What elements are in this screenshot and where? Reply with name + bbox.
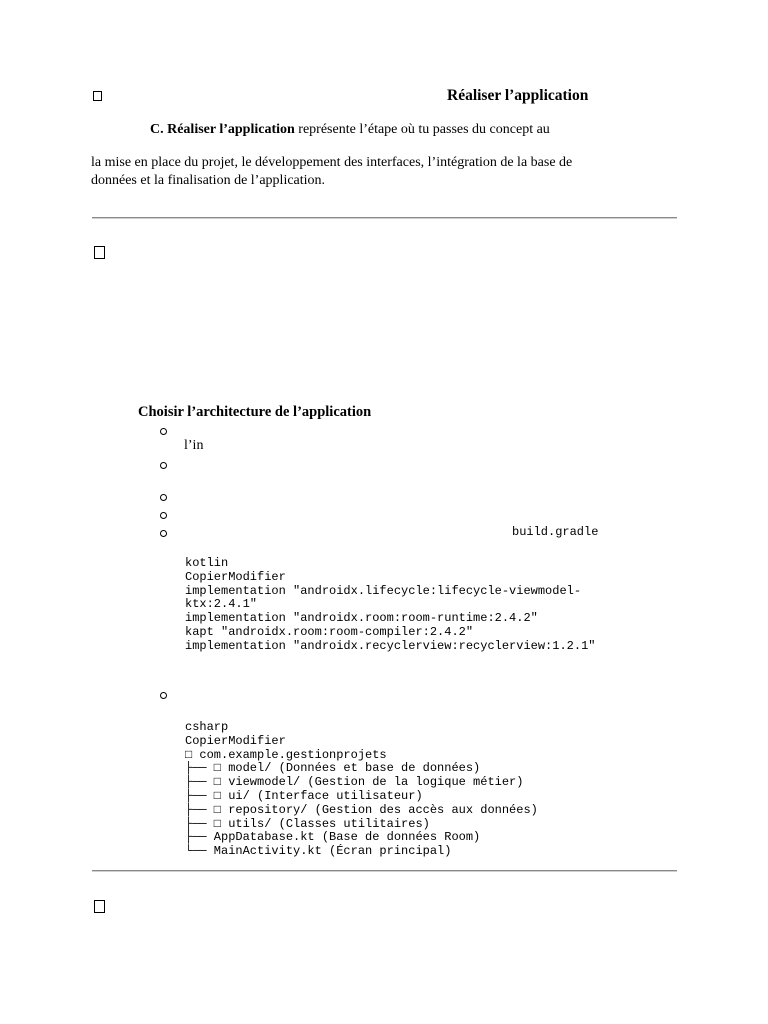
code-line: implementation "androidx.room:room-runtime:2.4.2"	[185, 611, 538, 626]
code-line: CopierModifier	[185, 569, 286, 584]
code-line: ├── □ utils/ (Classes utilitaires)	[185, 816, 430, 831]
intro-line-2: la mise en place du projet, le développement des interfaces, l’intégration de la base de	[91, 155, 573, 170]
empty-box-icon	[94, 900, 105, 913]
code-line: kapt "androidx.room:room-compiler:2.4.2"	[185, 624, 474, 639]
intro-line-3: données et la finalisation de l’application.	[91, 173, 326, 188]
circle-bullet-icon	[160, 494, 167, 501]
small-square-icon	[93, 91, 102, 101]
intro-line-1-rest: représente l’étape où tu passes du concept au	[294, 122, 550, 137]
code-line: CopierModifier	[185, 733, 286, 748]
page-title: Réaliser l’application	[447, 87, 589, 104]
code-line: ├── □ model/ (Données et base de données)	[185, 761, 481, 776]
code-line: ├── □ repository/ (Gestion des accès aux données)	[185, 802, 538, 817]
code-line: implementation "androidx.recyclerview:recyclerview:1.2.1"	[185, 638, 596, 653]
code-line: implementation "androidx.lifecycle:lifecycle-viewmodel-	[185, 583, 582, 598]
code-line: ├── □ ui/ (Interface utilisateur)	[185, 788, 423, 803]
code-block-dependencies	[185, 557, 595, 654]
code-line: ktx:2.4.1"	[185, 597, 258, 612]
circle-bullet-icon	[160, 428, 167, 435]
bullet-text-lin: l’in	[184, 438, 204, 453]
circle-bullet-icon	[160, 512, 167, 519]
code-line: kotlin	[185, 556, 229, 570]
circle-bullet-icon	[160, 530, 167, 537]
horizontal-divider-2	[92, 870, 677, 872]
code-line: ├── AppDatabase.kt (Base de données Room)	[185, 830, 481, 845]
code-line: □ com.example.gestionprojets	[185, 747, 387, 762]
build-gradle-label: build.gradle	[512, 525, 599, 539]
intro-bold-label: C. Réaliser l’application	[150, 122, 295, 137]
code-line: └── MainActivity.kt (Écran principal)	[185, 844, 452, 859]
architecture-heading: Choisir l’architecture de l’application	[138, 404, 372, 420]
horizontal-divider-1	[92, 217, 677, 219]
code-line: csharp	[185, 720, 229, 734]
empty-box-icon	[94, 246, 105, 259]
code-line: ├── □ viewmodel/ (Gestion de la logique métier)	[185, 775, 524, 790]
circle-bullet-icon	[160, 462, 167, 469]
intro-line-1	[150, 122, 550, 138]
code-block-project-structure	[185, 721, 538, 859]
circle-bullet-icon	[160, 692, 167, 699]
